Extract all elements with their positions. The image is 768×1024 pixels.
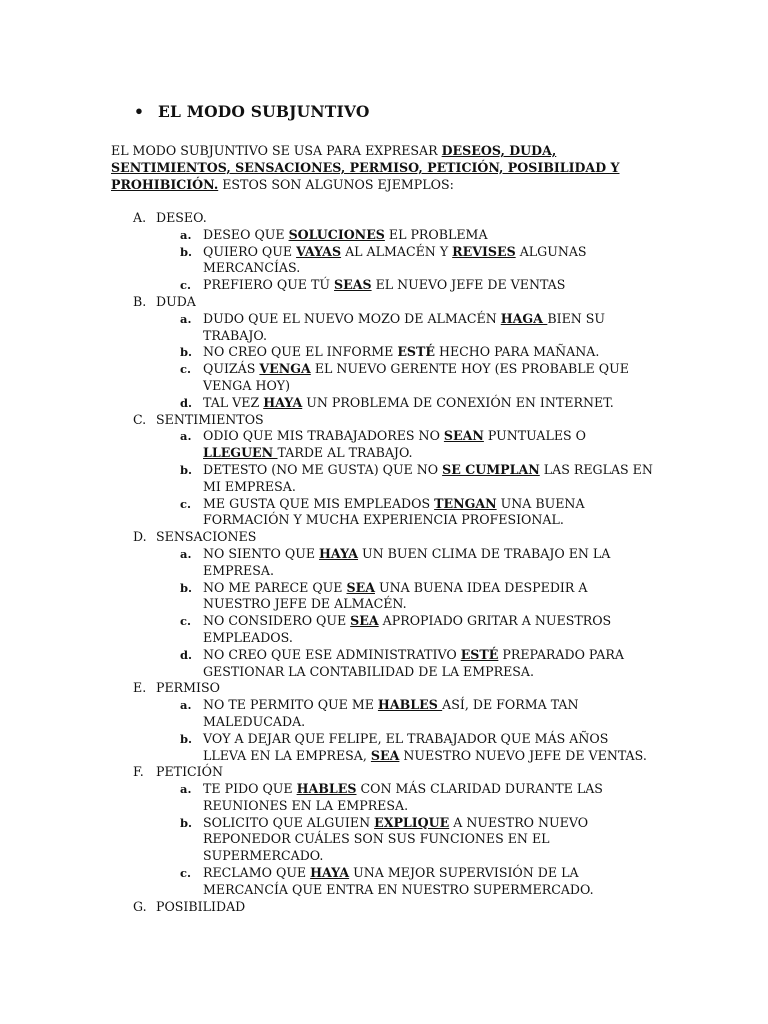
verb-highlight: VAYAS [296, 243, 342, 259]
section-label: SENTIMIENTOS [156, 411, 264, 427]
list-item [0, 647, 653, 681]
verb-highlight: SEAN [443, 428, 484, 444]
item-text: NUESTRO NUEVO JEFE DE VENTAS. [399, 747, 647, 763]
item-text: SOLICITO QUE ALGUIEN [203, 814, 375, 830]
item-letter: b. [180, 815, 193, 830]
item-text: ME GUSTA QUE MIS EMPLEADOS [203, 495, 435, 511]
item-text: A NUESTRO NUEVO REPONEDOR CUÁLES SON SUS FUNCIONES EN EL SUPERMERCADO. [203, 814, 589, 864]
list-item [0, 462, 653, 496]
item-letter: a. [180, 698, 192, 713]
verb-highlight: TENGAN [434, 495, 497, 511]
item-text: EL NUEVO GERENTE HOY (ES PROBABLE QUE VENGA HOY) [203, 361, 629, 393]
verb-highlight: SEAS [334, 277, 372, 293]
verb-highlight: LLEGUEN [203, 445, 278, 461]
verb-highlight: ESTÉ [460, 646, 499, 662]
item-letter: c. [180, 362, 192, 377]
list-item [0, 361, 653, 395]
list-item [0, 815, 653, 865]
item-text: TARDE AL TRABAJO. [277, 445, 413, 461]
section-letter: D. [133, 529, 147, 545]
item-letter: c. [180, 496, 192, 511]
item-letter: c. [180, 866, 192, 881]
verb-highlight: VENGA [259, 361, 311, 377]
item-text: PREFIERO QUE TÚ [203, 277, 335, 293]
item-letter: b. [180, 580, 193, 595]
item-text: QUIZÁS [203, 361, 260, 377]
item-text: NO CONSIDERO QUE [203, 613, 351, 629]
item-text: ODIO QUE MIS TRABAJADORES NO [203, 428, 444, 444]
item-text: PREPARADO PARA GESTIONAR LA CONTABILIDAD DE LA EMPRESA. [203, 646, 624, 679]
item-letter: c. [180, 614, 192, 629]
item-text: NO CREO QUE ESE ADMINISTRATIVO [203, 646, 461, 662]
verb-highlight: SEA [350, 613, 379, 629]
section-list [0, 210, 768, 915]
section-heading [0, 294, 768, 311]
item-text: RECLAMO QUE [203, 865, 311, 881]
list-item [0, 781, 653, 815]
list-item [0, 865, 653, 899]
list-item [0, 277, 653, 294]
section-label: PETICIÓN [156, 764, 223, 780]
list-item [0, 496, 653, 530]
item-text: UN BUEN CLIMA DE TRABAJO EN LA EMPRESA. [203, 545, 611, 578]
item-text: LAS REGLAS EN MI EMPRESA. [203, 461, 653, 494]
item-text: NO ME PARECE QUE [203, 579, 347, 595]
verb-highlight: SE CUMPLAN [442, 461, 540, 477]
list-item [0, 731, 653, 765]
section-label: PERMISO [156, 680, 220, 696]
item-text: VOY A DEJAR QUE FELIPE, EL TRABAJADOR QUE MÁS AÑOS LLEVA EN LA EMPRESA, [203, 730, 609, 763]
item-text: ASÍ, DE FORMA TAN MALEDUCADA. [203, 697, 579, 729]
intro-post: ESTOS SON ALGUNOS EJEMPLOS: [218, 176, 454, 192]
item-text: NO TE PERMITO QUE ME [203, 697, 378, 713]
item-text: UNA MEJOR SUPERVISIÓN DE LA MERCANCÍA QUE ENTRA EN NUESTRO SUPERMERCADO. [203, 865, 594, 897]
section-label: SENSACIONES [156, 529, 257, 545]
section-label: DUDA [156, 293, 196, 309]
item-letter: a. [180, 546, 192, 561]
item-text: AL ALMACÉN Y [341, 243, 453, 259]
verb-highlight: HAYA [263, 394, 303, 410]
list-item [0, 613, 653, 647]
item-text: TAL VEZ [203, 394, 264, 410]
verb-highlight: SOLUCIONES [288, 226, 385, 242]
item-text: NO CREO QUE EL INFORME [203, 344, 398, 360]
item-text: CON MÁS CLARIDAD DURANTE LAS REUNIONES EN LA EMPRESA. [203, 781, 603, 813]
item-letter: d. [180, 395, 193, 410]
item-text: DETESTO (NO ME GUSTA) QUE NO [203, 461, 443, 477]
item-text: EL NUEVO JEFE DE VENTAS [371, 277, 566, 293]
item-letter: c. [180, 278, 192, 293]
verb-highlight: HABLES [296, 781, 357, 797]
item-text: UNA BUENA IDEA DESPEDIR A NUESTRO JEFE DE ALMACÉN. [203, 579, 588, 612]
list-item [0, 244, 653, 278]
item-letter: d. [180, 647, 193, 662]
item-letter: b. [180, 731, 193, 746]
list-item [0, 344, 653, 361]
item-text: DESEO QUE [203, 226, 289, 242]
title-bullet: • [134, 102, 145, 121]
item-text: TE PIDO QUE [203, 781, 297, 797]
list-item [0, 580, 653, 614]
verb-highlight: HAYA [319, 545, 359, 561]
item-letter: b. [180, 345, 193, 360]
section-heading [0, 412, 768, 429]
item-text: NO SIENTO QUE [203, 545, 320, 561]
intro-pre: EL MODO SUBJUNTIVO SE USA PARA EXPRESAR [111, 143, 442, 158]
item-text: APROPIADO GRITAR A NUESTROS EMPLEADOS. [203, 613, 612, 645]
item-text: EL PROBLEMA [384, 226, 488, 242]
section-label: DESEO. [156, 210, 207, 225]
item-letter: b. [180, 462, 193, 477]
section-letter: G. [133, 898, 147, 914]
list-item [0, 546, 653, 580]
list-item [0, 697, 653, 731]
verb-highlight: HAGA [500, 310, 548, 326]
item-text: HECHO PARA MAÑANA. [434, 344, 600, 360]
item-letter: a. [180, 782, 192, 797]
item-letter: a. [180, 429, 192, 444]
item-text: DUDO QUE EL NUEVO MOZO DE ALMACÉN [203, 310, 501, 326]
section-heading [0, 899, 768, 916]
page-title [134, 104, 370, 121]
section-letter: B. [133, 293, 147, 309]
verb-highlight: SEA [370, 747, 400, 763]
verb-highlight: HAYA [310, 865, 350, 881]
item-letter: a. [180, 311, 192, 326]
list-item [0, 395, 653, 412]
list-item [0, 311, 653, 345]
verb-highlight: EXPLIQUE [374, 814, 450, 830]
section-letter: A. [133, 210, 147, 225]
intro-paragraph [111, 143, 651, 193]
item-text: ALGUNAS MERCANCÍAS. [203, 243, 587, 276]
item-letter: b. [180, 244, 193, 259]
item-text: QUIERO QUE [203, 243, 297, 259]
item-text: ESTÉ [397, 344, 435, 360]
section-heading [0, 210, 768, 227]
item-text: UNA BUENA FORMACIÓN Y MUCHA EXPERIENCIA PROFESIONAL. [203, 495, 585, 528]
title-text: EL MODO SUBJUNTIVO [158, 102, 370, 121]
verb-highlight: HABLES [377, 697, 443, 713]
section-heading [0, 529, 768, 546]
section-heading [0, 764, 768, 781]
section-letter: E. [133, 680, 147, 696]
section-heading [0, 680, 768, 697]
list-item [0, 428, 653, 462]
item-letter: a. [180, 227, 192, 242]
section-letter: C. [133, 411, 147, 427]
section-label: POSIBILIDAD [156, 898, 246, 914]
list-item [0, 227, 653, 244]
section-letter: F. [133, 764, 144, 780]
item-text: PUNTUALES O [483, 428, 587, 444]
item-text: BIEN SU TRABAJO. [203, 310, 606, 343]
intro-bold: DESEOS, DUDA, SENTIMIENTOS, SENSACIONES, PERMISO, PETICIÓN, POSIBILIDAD Y PROHIBICIÓN. [111, 143, 620, 192]
verb-highlight: SEA [346, 579, 375, 595]
item-text: UN PROBLEMA DE CONEXIÓN EN INTERNET. [302, 394, 614, 410]
verb-highlight: REVISES [452, 243, 516, 259]
